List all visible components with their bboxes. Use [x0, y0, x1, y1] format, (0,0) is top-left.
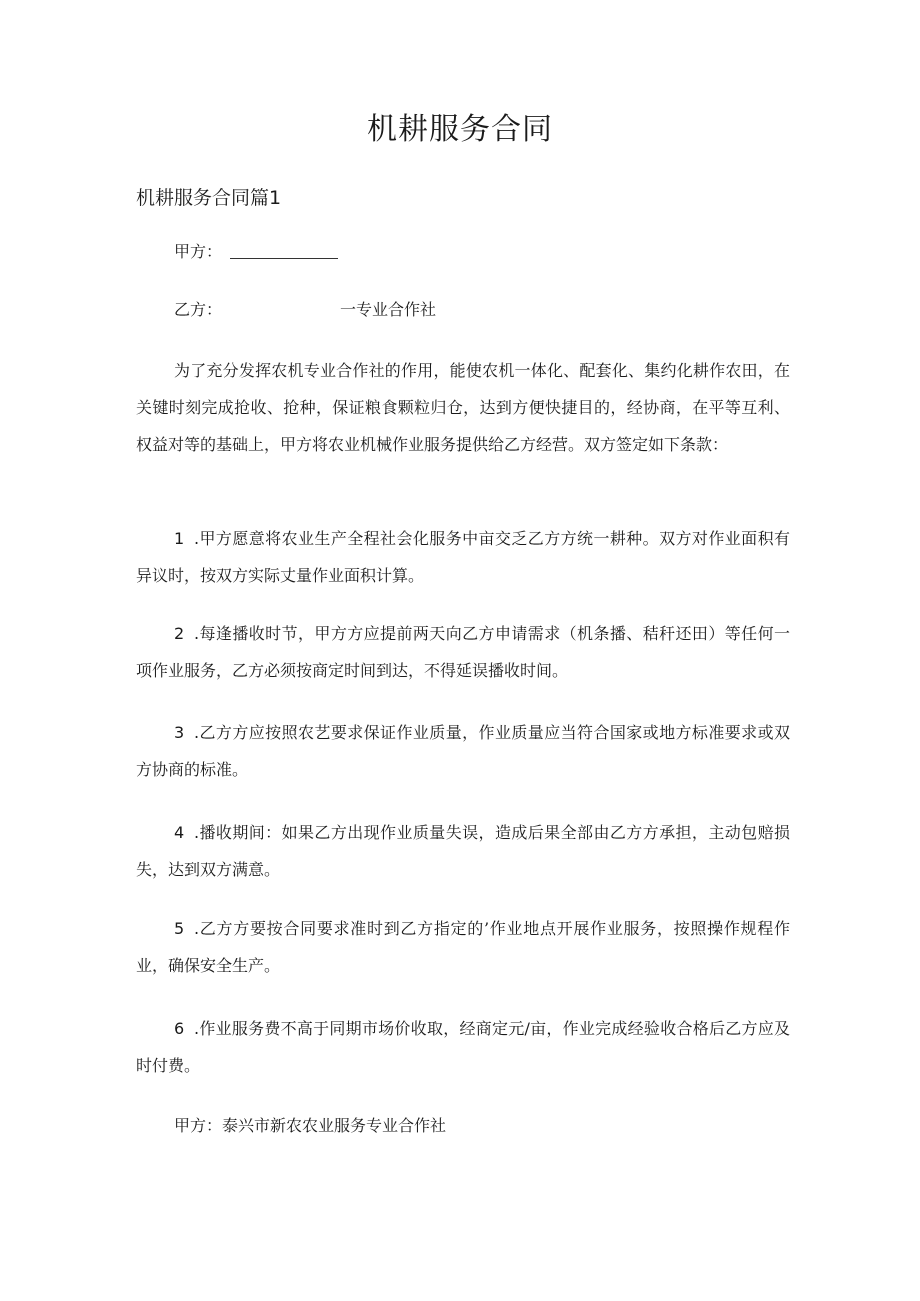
- clause-number: 6: [174, 1019, 185, 1038]
- clause-number: 4: [174, 823, 185, 842]
- intro-paragraph: 为了充分发挥农机专业合作社的作用，能使农机一体化、配套化、集约化耕作农田，在关键时刻完成抢收、抢种，保证粮食颗粒归仓，达到方便快捷目的，经协商，在平等互利、权益对等的基础上，甲方将农业机械作业服务提供给乙方经营。双方签定如下条款：: [136, 361, 790, 454]
- clause-text: .作业服务费不高于同期市场价收取，经商定元/亩，作业完成经验收合格后乙方应及时付费。: [136, 1019, 790, 1075]
- clause-text: .每逢播收时节，甲方方应提前两天向乙方申请需求（机条播、秸秆还田）等任何一项作业服务，乙方必须按商定时间到达，不得延误播收时间。: [136, 624, 790, 680]
- clause-number: 5: [174, 919, 185, 938]
- party-a-blank-line: [230, 258, 338, 259]
- document-title: 机耕服务合同: [367, 112, 553, 147]
- party-b-name: 一专业合作社: [340, 300, 437, 319]
- clause-text: .乙方方应按照农艺要求保证作业质量，作业质量应当符合国家或地方标准要求或双方协商的标准。: [136, 723, 790, 779]
- clause-2: [136, 615, 790, 689]
- clause-text: .播收期间：如果乙方出现作业质量失误，造成后果全部由乙方方承担，主动包赔损失，达到双方满意。: [136, 823, 790, 879]
- clause-number: 3: [174, 723, 185, 742]
- clause-1: [136, 520, 790, 594]
- clause-4: [136, 814, 790, 888]
- clause-text: .甲方愿意将农业生产全程社会化服务中亩交乏乙方方统一耕种。双方对作业面积有异议时，按双方实际丈量作业面积计算。: [136, 529, 790, 585]
- party-b-label: 乙方：: [174, 300, 223, 319]
- section-heading: 机耕服务合同篇1: [136, 187, 282, 209]
- clause-6: [136, 1010, 790, 1084]
- party-a-signature: 甲方：泰兴市新农农业服务专业合作社: [174, 1116, 447, 1135]
- clause-3: [136, 714, 790, 788]
- clause-5: [136, 910, 790, 984]
- party-a-label: 甲方：: [174, 242, 223, 261]
- clause-text: .乙方方要按合同要求准时到乙方指定的’作业地点开展作业服务，按照操作规程作业，确保安全生产。: [136, 919, 790, 975]
- clause-number: 1: [174, 529, 185, 548]
- clause-number: 2: [174, 624, 185, 643]
